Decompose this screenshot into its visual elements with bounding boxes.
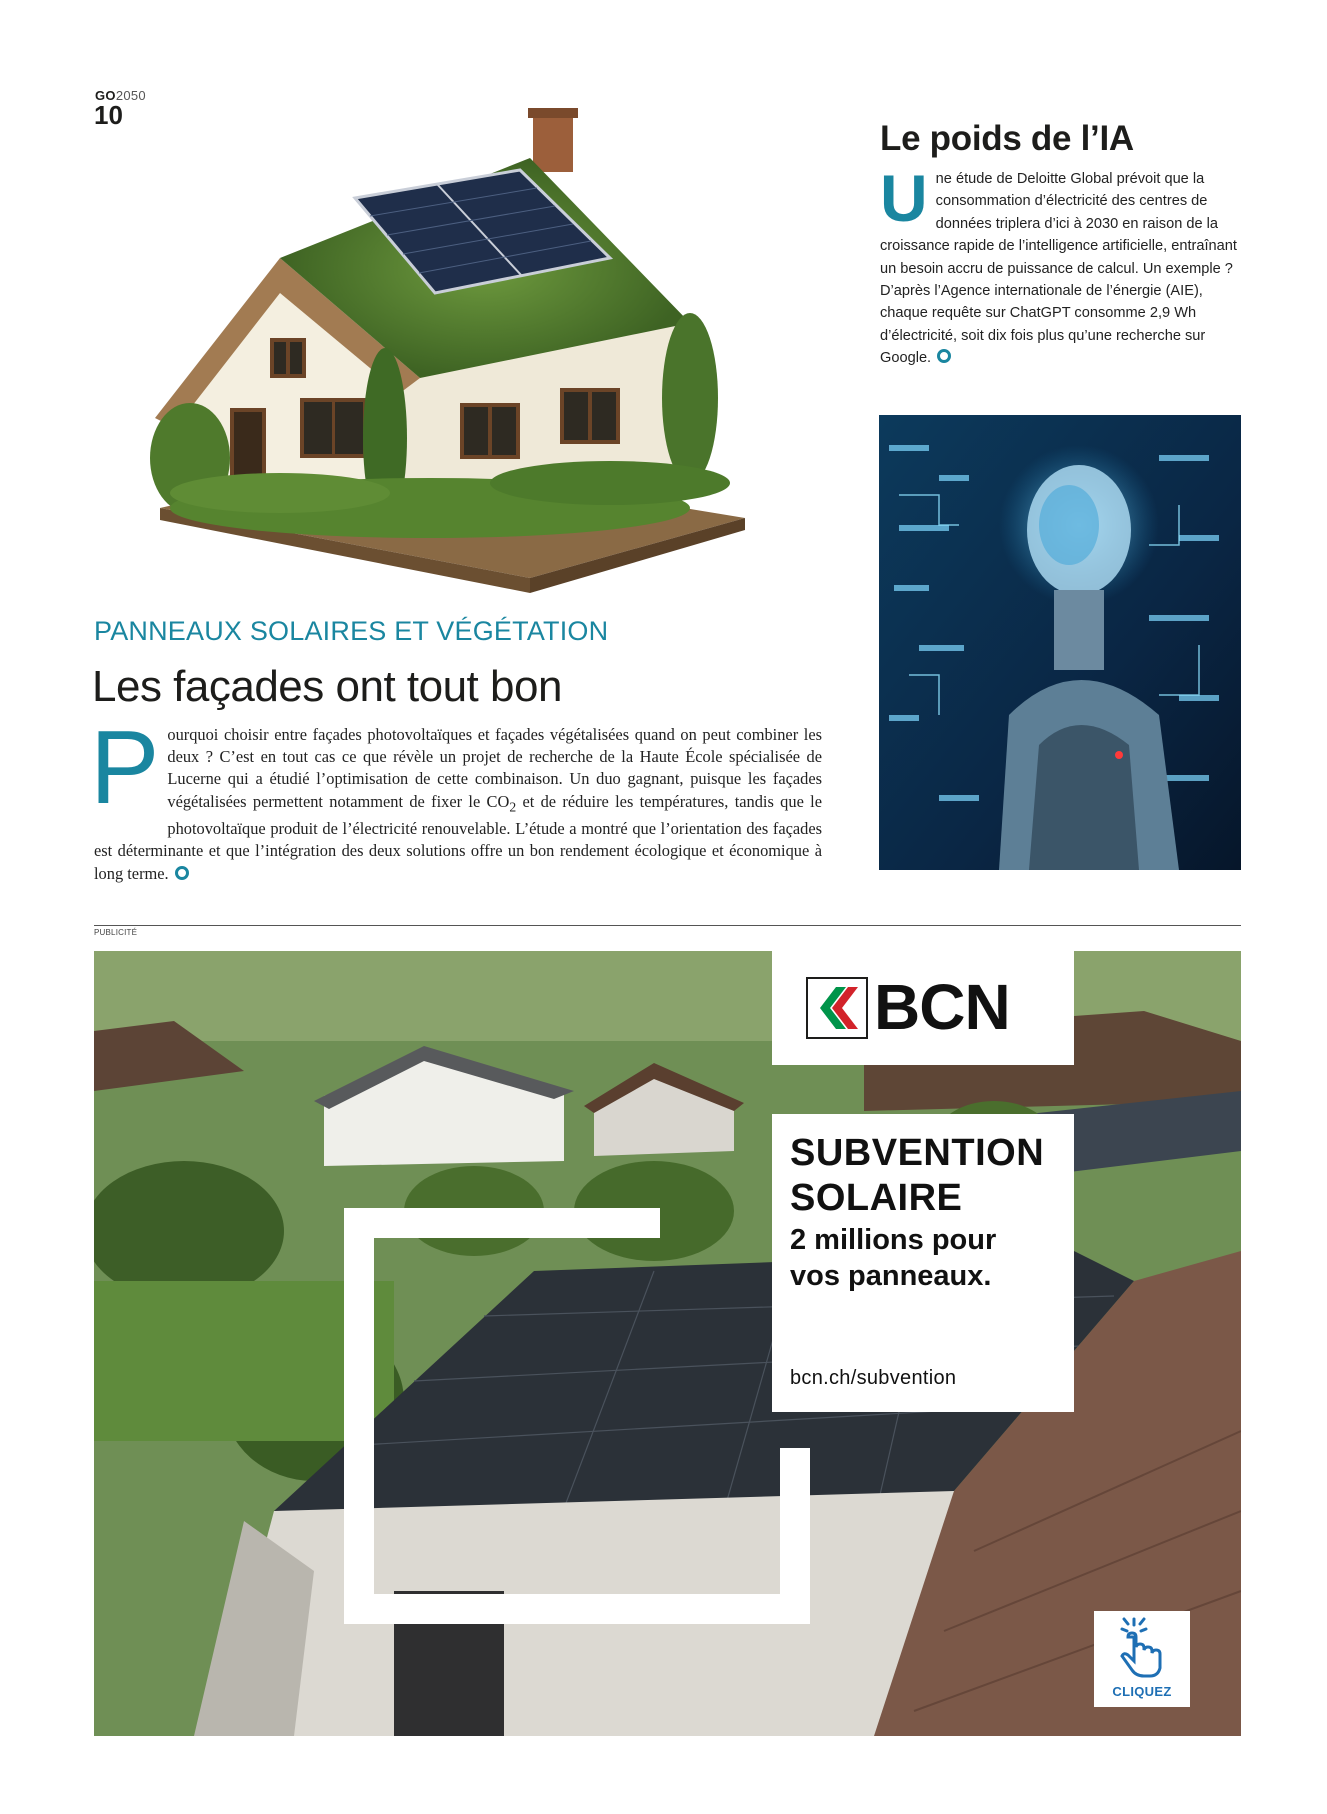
advertisement-label: PUBLICITÉ [94, 928, 138, 937]
solar-article-text-1: ourquoi choisir entre façades photovoltaïques et façades végétalisées quand on peut combiner les deux ? C’est en tout cas ce que révèle un projet de recherche de la Haute École spécialisée de Lucerne qui a étudié l’optimisation de cette combinaison. Un duo gagnant, puisque les façades végétalisées permettent notamment de fixer le CO [167, 725, 822, 811]
ad-sub-line1: 2 millions pour [790, 1224, 997, 1256]
green-house-illustration [130, 108, 770, 593]
ad-headline [790, 1131, 1044, 1221]
click-label[interactable]: CLIQUEZ [1112, 1684, 1172, 1699]
ad-headline-line1: SUBVENTION [790, 1132, 1045, 1174]
ad-sub-line2: vos panneaux. [790, 1260, 992, 1292]
co2-subscript: 2 [509, 798, 517, 814]
solar-article-text-2: et de réduire les températures, tandis que le photovoltaïque produit de l’électricité renouvelable. L’étude a montré que l’orientation des façades est déterminante et que l’intégration des deux solutions offre un bon rendement écologique et économique à long terme. [94, 791, 822, 883]
page-number: 10 [94, 100, 123, 130]
section-divider [94, 925, 1241, 926]
end-of-article-icon [937, 349, 951, 363]
magazine-brand: GO2050 [95, 88, 146, 103]
ai-drop-cap: U [880, 161, 928, 235]
ai-article-text: ne étude de Deloitte Global prévoit que la consommation d’électricité des centres de données triplera d’ici à 2030 en raison de la croissance rapide de l’intelligence artificielle, entraînant un besoin accru de puissance de calcul. Un exemple ? D’après l’Agence internationale de l’énergie (AIE), chaque requête sur ChatGPT consomme 2,9 Wh d’électricité, soit dix fois plus qu’une recherche sur Google. [880, 171, 1237, 367]
ai-article-body [880, 161, 1240, 370]
bcn-logo-text: BCN [874, 971, 1010, 1043]
article-headline: Les façades ont tout bon [92, 662, 562, 711]
ad-subheadline [790, 1222, 996, 1294]
ai-article-title: Le poids de l’IA [880, 119, 1134, 158]
decorative-frame [344, 1208, 810, 1624]
solar-drop-cap: P [90, 710, 160, 826]
solar-article-body [90, 710, 822, 885]
article-kicker: PANNEAUX SOLAIRES ET VÉGÉTATION [94, 616, 609, 646]
ad-url-link[interactable]: bcn.ch/subvention [790, 1367, 957, 1389]
end-of-article-icon [175, 866, 189, 880]
ad-headline-line2: SOLAIRE [790, 1177, 963, 1219]
ai-robot-image [879, 415, 1241, 870]
bcn-advertisement[interactable] [94, 951, 1241, 1736]
tap-hand-icon [1116, 1615, 1168, 1681]
bcn-logo-icon [806, 977, 868, 1039]
